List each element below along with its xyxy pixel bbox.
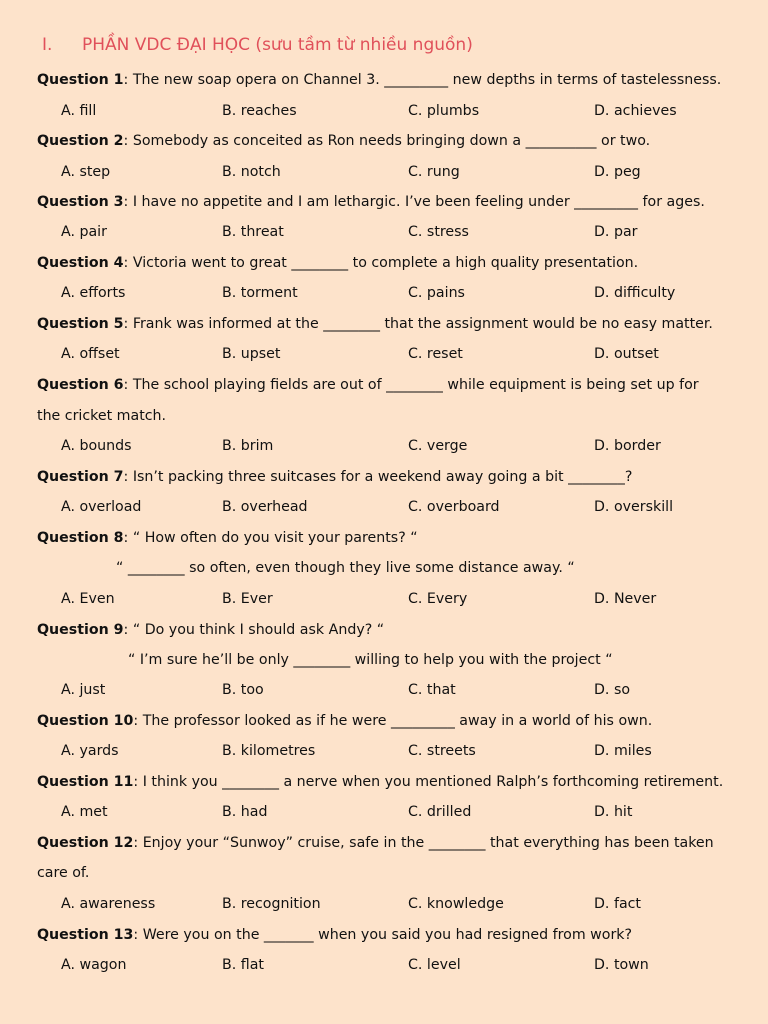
answer-option-c: C. plumbs bbox=[408, 103, 480, 119]
question-continuation: the cricket match. bbox=[37, 408, 167, 424]
answer-option-c: C. stress bbox=[408, 224, 469, 240]
question-7 bbox=[37, 467, 632, 487]
answer-option-c: C. level bbox=[408, 957, 461, 973]
answer-option-c: C. Every bbox=[408, 591, 468, 607]
answer-option-b: B. overhead bbox=[222, 499, 308, 515]
question-separator: : bbox=[123, 469, 129, 485]
question-label: Question 7 bbox=[37, 469, 124, 485]
question-separator: : bbox=[123, 72, 129, 88]
section-title: PHẦN VDC ĐẠI HỌC (sưu tầm từ nhiều nguồn) bbox=[82, 35, 473, 55]
answer-option-a: A. Even bbox=[61, 591, 115, 607]
question-text: Were you on the _______ when you said you had resigned from work? bbox=[138, 927, 633, 943]
question-separator: : bbox=[123, 377, 129, 393]
question-label: Question 11 bbox=[37, 774, 134, 790]
question-label: Question 5 bbox=[37, 316, 124, 332]
answer-option-a: A. bounds bbox=[61, 438, 132, 454]
answer-option-a: A. efforts bbox=[61, 285, 126, 301]
answer-option-b: B. notch bbox=[222, 164, 281, 180]
section-heading bbox=[42, 35, 473, 55]
answer-option-c: C. reset bbox=[408, 346, 463, 362]
question-label: Question 3 bbox=[37, 194, 124, 210]
question-text: “ How often do you visit your parents? “ bbox=[128, 530, 418, 546]
question-text: I have no appetite and I am lethargic. I’ve been feeling under _________ for ages. bbox=[128, 194, 705, 210]
answer-option-a: A. fill bbox=[61, 103, 97, 119]
answer-option-c: C. verge bbox=[408, 438, 468, 454]
question-8 bbox=[37, 528, 418, 548]
answer-option-d: D. par bbox=[594, 224, 638, 240]
question-text: I think you ________ a nerve when you mentioned Ralph’s forthcoming retirement. bbox=[138, 774, 724, 790]
answer-option-b: B. brim bbox=[222, 438, 274, 454]
answer-option-a: A. step bbox=[61, 164, 111, 180]
question-label: Question 9 bbox=[37, 622, 124, 638]
section-number: I. bbox=[42, 35, 53, 55]
answer-option-d: D. difficulty bbox=[594, 285, 676, 301]
question-label: Question 12 bbox=[37, 835, 134, 851]
question-separator: : bbox=[133, 774, 139, 790]
question-12 bbox=[37, 833, 714, 853]
answer-option-d: D. miles bbox=[594, 743, 652, 759]
question-dialog-reply: “ ________ so often, even though they live some distance away. “ bbox=[116, 560, 575, 576]
answer-option-b: B. threat bbox=[222, 224, 284, 240]
answer-option-a: A. yards bbox=[61, 743, 119, 759]
question-separator: : bbox=[123, 194, 129, 210]
answer-option-d: D. so bbox=[594, 682, 631, 698]
answer-option-b: B. kilometres bbox=[222, 743, 316, 759]
answer-option-c: C. rung bbox=[408, 164, 460, 180]
answer-option-d: D. outset bbox=[594, 346, 659, 362]
question-11 bbox=[37, 772, 723, 792]
answer-option-c: C. pains bbox=[408, 285, 465, 301]
question-3 bbox=[37, 192, 705, 212]
answer-option-b: B. upset bbox=[222, 346, 281, 362]
question-9 bbox=[37, 620, 384, 640]
question-text: Enjoy your “Sunwoy” cruise, safe in the ________ that everything has been taken bbox=[138, 835, 714, 851]
question-label: Question 6 bbox=[37, 377, 124, 393]
question-label: Question 2 bbox=[37, 133, 124, 149]
question-label: Question 8 bbox=[37, 530, 124, 546]
answer-option-a: A. met bbox=[61, 804, 108, 820]
answer-option-a: A. offset bbox=[61, 346, 120, 362]
question-text: The school playing fields are out of ________ while equipment is being set up for bbox=[128, 377, 699, 393]
answer-option-d: D. town bbox=[594, 957, 649, 973]
answer-option-b: B. too bbox=[222, 682, 264, 698]
answer-option-b: B. flat bbox=[222, 957, 264, 973]
question-label: Question 4 bbox=[37, 255, 124, 271]
question-label: Question 10 bbox=[37, 713, 134, 729]
question-6 bbox=[37, 375, 699, 395]
answer-option-a: A. overload bbox=[61, 499, 142, 515]
question-1 bbox=[37, 70, 721, 90]
question-4 bbox=[37, 253, 638, 273]
question-separator: : bbox=[123, 316, 129, 332]
answer-option-c: C. knowledge bbox=[408, 896, 504, 912]
answer-option-d: D. peg bbox=[594, 164, 641, 180]
answer-option-d: D. achieves bbox=[594, 103, 677, 119]
answer-option-b: B. Ever bbox=[222, 591, 273, 607]
question-text: “ Do you think I should ask Andy? “ bbox=[128, 622, 385, 638]
question-text: The professor looked as if he were _________ away in a world of his own. bbox=[138, 713, 653, 729]
answer-option-c: C. drilled bbox=[408, 804, 472, 820]
answer-option-b: B. recognition bbox=[222, 896, 321, 912]
question-separator: : bbox=[123, 133, 129, 149]
answer-option-d: D. Never bbox=[594, 591, 657, 607]
question-text: Somebody as conceited as Ron needs bringing down a __________ or two. bbox=[128, 133, 651, 149]
question-label: Question 13 bbox=[37, 927, 134, 943]
question-separator: : bbox=[133, 713, 139, 729]
question-2 bbox=[37, 131, 650, 151]
question-10 bbox=[37, 711, 652, 731]
answer-option-a: A. pair bbox=[61, 224, 107, 240]
answer-option-d: D. overskill bbox=[594, 499, 674, 515]
question-text: Frank was informed at the ________ that the assignment would be no easy matter. bbox=[128, 316, 713, 332]
question-13 bbox=[37, 925, 632, 945]
answer-option-b: B. had bbox=[222, 804, 268, 820]
question-separator: : bbox=[123, 622, 129, 638]
answer-option-a: A. just bbox=[61, 682, 106, 698]
question-text: The new soap opera on Channel 3. _________ new depths in terms of tastelessness. bbox=[128, 72, 722, 88]
question-separator: : bbox=[123, 530, 129, 546]
question-separator: : bbox=[133, 835, 139, 851]
question-separator: : bbox=[133, 927, 139, 943]
answer-option-c: C. streets bbox=[408, 743, 476, 759]
answer-option-d: D. border bbox=[594, 438, 661, 454]
question-dialog-reply: “ I’m sure he’ll be only ________ willing to help you with the project “ bbox=[128, 652, 613, 668]
answer-option-a: A. wagon bbox=[61, 957, 127, 973]
answer-option-c: C. that bbox=[408, 682, 456, 698]
answer-option-b: B. reaches bbox=[222, 103, 297, 119]
question-label: Question 1 bbox=[37, 72, 124, 88]
question-continuation: care of. bbox=[37, 865, 90, 881]
answer-option-d: D. fact bbox=[594, 896, 641, 912]
question-text: Isn’t packing three suitcases for a weekend away going a bit ________? bbox=[128, 469, 633, 485]
answer-option-b: B. torment bbox=[222, 285, 298, 301]
answer-option-d: D. hit bbox=[594, 804, 633, 820]
answer-option-a: A. awareness bbox=[61, 896, 156, 912]
question-5 bbox=[37, 314, 713, 334]
question-separator: : bbox=[123, 255, 129, 271]
question-text: Victoria went to great ________ to complete a high quality presentation. bbox=[128, 255, 639, 271]
answer-option-c: C. overboard bbox=[408, 499, 500, 515]
